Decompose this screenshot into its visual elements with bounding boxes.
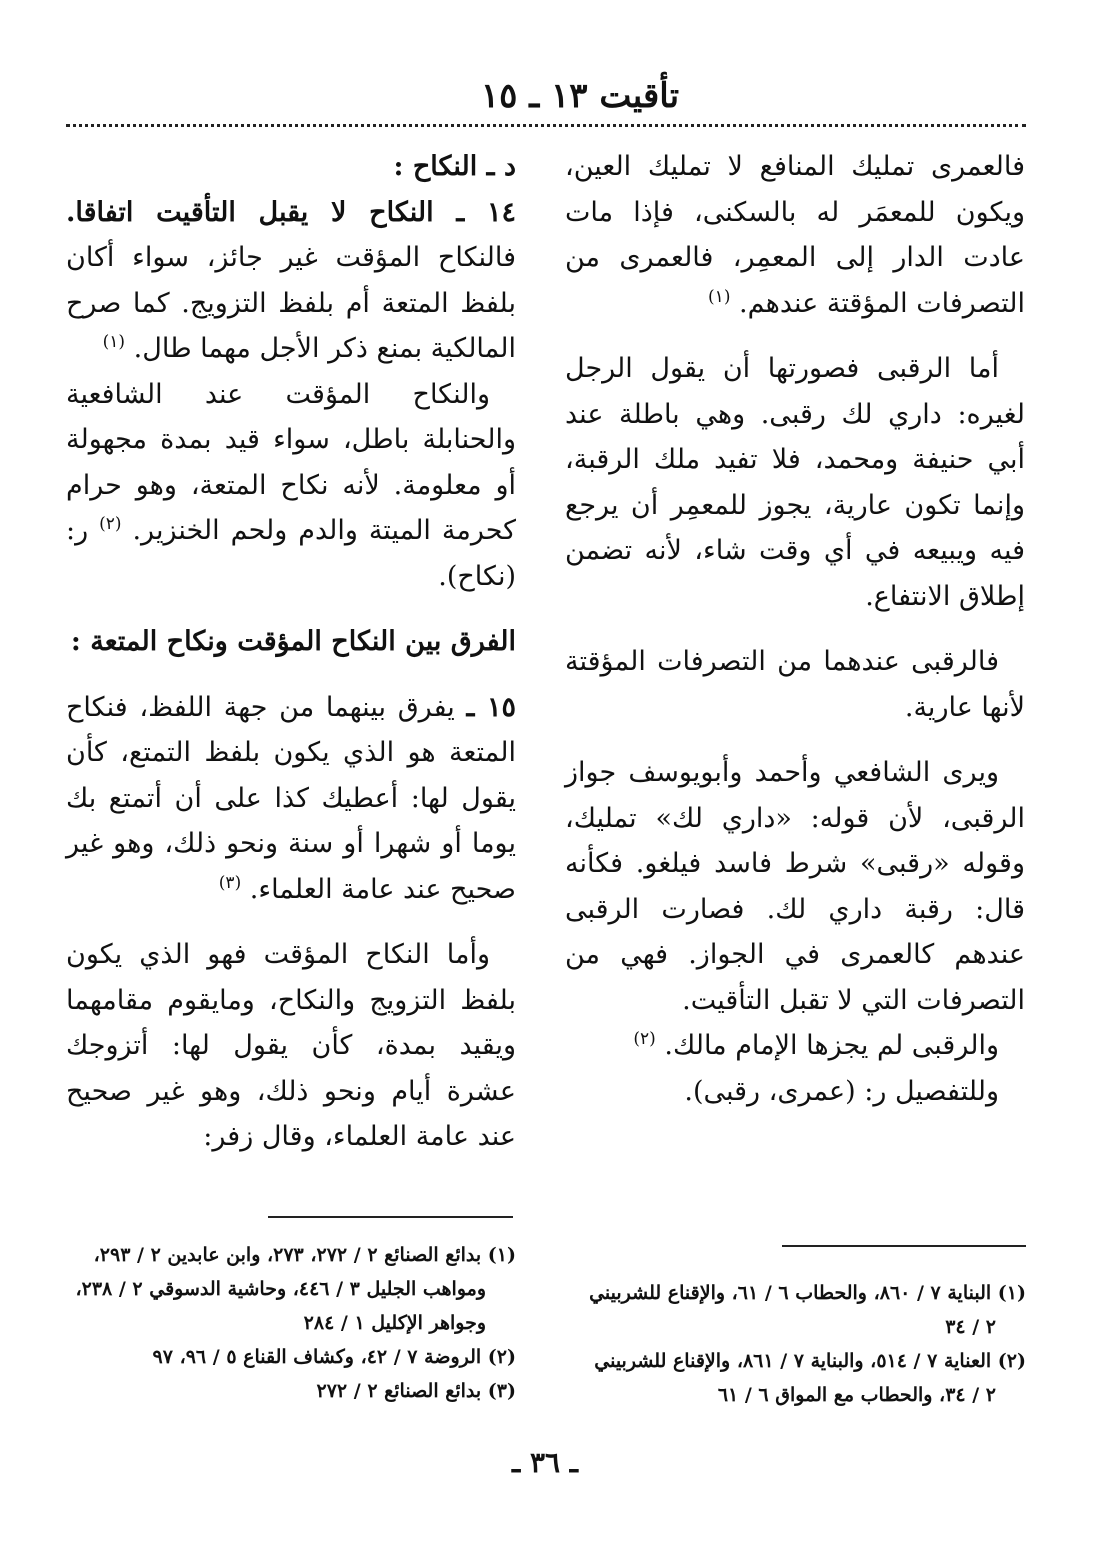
paragraph-tafsil: وللتفصيل ر: (عمرى، رقبى).: [684, 1075, 999, 1107]
section-15: ١٥ ـ يفرق بينهما من جهة اللفظ، فنكاح المتعة هو الذي يكون بلفظ التمتع، كأن يقول لها: أعطيك كذا على أن أتمتع بك يوما أو شهرا أو سنة ونحو ذلك، وهو غير صحيح عند عامة العلماء. $^{(٣)}$: [66, 691, 516, 905]
footnote-marker: (١): [708, 286, 731, 307]
footnotes-left: [60, 1238, 516, 1408]
footnote-divider-left: [268, 1216, 513, 1218]
footnote-item-continuation: وجواهر الإكليل ١ / ٢٨٤: [303, 1312, 486, 1334]
footnote-item-continuation: ومواهب الجليل ٣ / ٤٤٦، وحاشية الدسوقي ٢ / ٢٣٨،: [75, 1278, 486, 1300]
paragraph-ruqba-ariya: فالرقبى عندهما من التصرفات المؤقتة لأنها عارية.: [565, 646, 1025, 723]
paragraph-umra: فالعمرى تمليك المنافع لا تمليك العين، ويكون للمعمَر له بالسكنى، فإذا مات عادت الدار إلى المعمِر، فالعمرى من التصرفات المؤقتة عندهم. $^{(١)}$: [565, 151, 1025, 319]
footnote-item: (١) بدائع الصنائع ٢ / ٢٧٢، ٢٧٣، وابن عابدين ٢ / ٢٩٣،: [93, 1244, 516, 1266]
footnote-marker: (٣): [218, 872, 242, 893]
footnote-item-continuation: ٢ / ٣٤: [945, 1316, 996, 1338]
paragraph-malik: والرقبى لم يجزها الإمام مالك. $^{(٢)}$: [633, 1029, 999, 1061]
page-number: ـ ٣٦ ـ: [512, 1446, 578, 1479]
paragraph-nikah-muaqqat-lafz: وأما النكاح المؤقت فهو الذي يكون بلفظ التزويج والنكاح، ومايقوم مقامهما ويقيد بمدة، كأن يقول لها: أتزوجك عشرة أيام ونحو ذلك، وهو غير صحيح عند عامة العلماء، وقال زفر:: [66, 939, 516, 1152]
section-heading-nikah: د ـ النكاح :: [393, 151, 516, 182]
footnote-item-continuation: ٢ / ٣٤، والحطاب مع المواق ٦ / ٦١: [717, 1384, 996, 1406]
paragraph-ruqba: أما الرقبى فصورتها أن يقول الرجل لغيره: داري لك رقبى. وهي باطلة عند أبي حنيفة ومحمد، فلا تفيد ملك الرقبة، وإنما تكون عارية، يجوز للمعمِر أن يرجع فيه ويبيعه في أي وقت شاء، لأنه تضمن إطلاق الانتفاع.: [565, 353, 1025, 612]
footnote-item: (٢) العناية ٧ / ٥١٤، والبناية ٧ / ٨٦١، والإقناع للشربيني: [594, 1350, 1026, 1372]
footnote-divider-right: [782, 1245, 1026, 1247]
running-header: تأقيت ١٣ ـ ١٥: [480, 76, 680, 116]
footnote-marker: (١): [102, 332, 126, 352]
left-column: [66, 144, 516, 1160]
footnote-marker: (٢): [99, 514, 122, 534]
footnote-marker: (٢): [633, 1029, 656, 1049]
header-dotted-rule: [66, 124, 1026, 127]
footnote-item: (٢) الروضة ٧ / ٤٢، وكشاف القناع ٥ / ٩٦، ٩٧: [152, 1346, 516, 1368]
section-heading-farq: الفرق بين النكاح المؤقت ونكاح المتعة :: [70, 626, 516, 657]
footnotes-right: [556, 1276, 1026, 1412]
paragraph-nikah-muaqqat: والنكاح المؤقت عند الشافعية والحنابلة باطل، سواء قيد بمدة مجهولة أو معلومة. لأنه نكاح المتعة، وهو حرام كحرمة الميتة والدم ولحم الخنزير. $^{(٢)}$ ر: (نكاح).: [66, 378, 516, 592]
section-14: ١٤ ـ النكاح لا يقبل التأقيت اتفاقا. فالنكاح المؤقت غير جائز، سواء أكان بلفظ المتعة أم بلفظ التزويج. كما صرح المالكية بمنع ذكر الأجل مهما طال. $^{(١)}$: [66, 196, 516, 364]
footnote-item: (٣) بدائع الصنائع ٢ / ٢٧٢: [316, 1380, 516, 1402]
footnote-item: (١) البناية ٧ / ٨٦٠، والحطاب ٦ / ٦١، والإقناع للشربيني: [589, 1282, 1026, 1304]
paragraph-ruqba-jawaz: ويرى الشافعي وأحمد وأبويوسف جواز الرقبى، لأن قوله: «داري لك» تمليك، وقوله «رقبى» شرط فاسد فيلغو. فكأنه قال: رقبة داري لك. فصارت الرقبى عندهم كالعمرى في الجواز. فهي من التصرفات التي لا تقبل التأقيت.: [565, 757, 1025, 1016]
right-column: [565, 144, 1025, 1114]
